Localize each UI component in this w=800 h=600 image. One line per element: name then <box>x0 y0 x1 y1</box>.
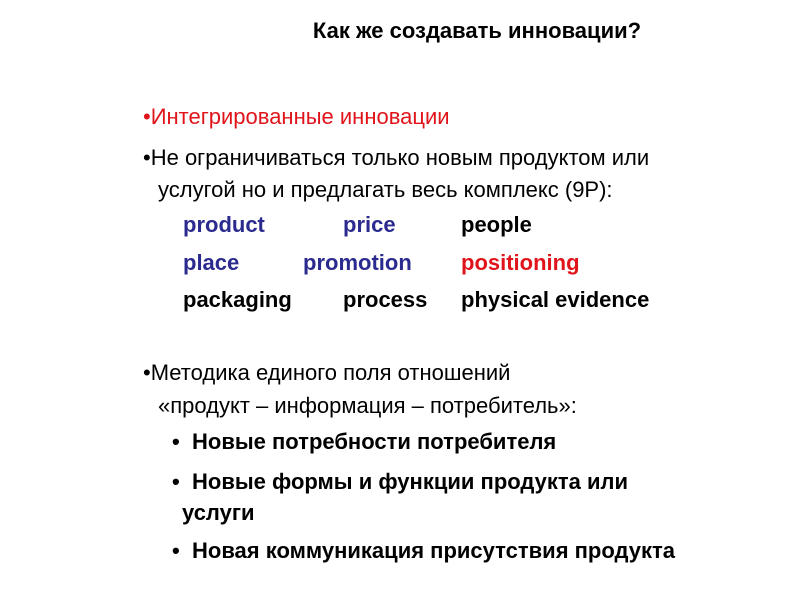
bullet-dot: • <box>143 145 151 170</box>
slide-title: Как же создавать инновации? <box>312 18 642 43</box>
grid-packaging: packaging <box>183 287 292 312</box>
bullet-integrated-innovations <box>143 104 450 130</box>
grid-physical-evidence: physical evidence <box>461 287 650 312</box>
bullet-complex-line1 <box>143 145 649 171</box>
sub-bullet-text: Новые потребности потребителя <box>192 429 557 454</box>
bullet-dot: • <box>172 429 180 454</box>
bullet-complex-line2: услугой но и предлагать весь комплекс (9Р): <box>158 177 613 202</box>
bullet-text: Не ограничиваться только новым продуктом или <box>150 145 650 170</box>
grid-people: people <box>461 212 532 237</box>
bullet-dot: • <box>172 469 180 494</box>
sub-bullet-forms <box>172 469 628 495</box>
grid-positioning: positioning <box>461 250 580 275</box>
sub-bullet-needs <box>172 429 556 455</box>
grid-place: place <box>183 250 240 275</box>
bullet-methodology-line2: «продукт – информация – потребитель»: <box>158 393 577 418</box>
grid-process: process <box>343 287 428 312</box>
bullet-dot: • <box>172 538 180 563</box>
bullet-dot: • <box>143 104 151 129</box>
sub-bullet-text: Новая коммуникация присутствия продукта <box>192 538 676 563</box>
bullet-dot: • <box>143 360 151 385</box>
bullet-text: Методика единого поля отношений <box>150 360 511 385</box>
sub-bullet-forms-cont: услуги <box>182 500 255 525</box>
bullet-text: Интегрированные инновации <box>150 104 450 129</box>
grid-promotion: promotion <box>303 250 412 275</box>
sub-bullet-communication <box>172 538 675 564</box>
bullet-methodology-line1 <box>143 360 510 386</box>
grid-product: product <box>183 212 265 237</box>
grid-price: price <box>343 212 396 237</box>
sub-bullet-text: Новые формы и функции продукта или <box>192 469 629 494</box>
